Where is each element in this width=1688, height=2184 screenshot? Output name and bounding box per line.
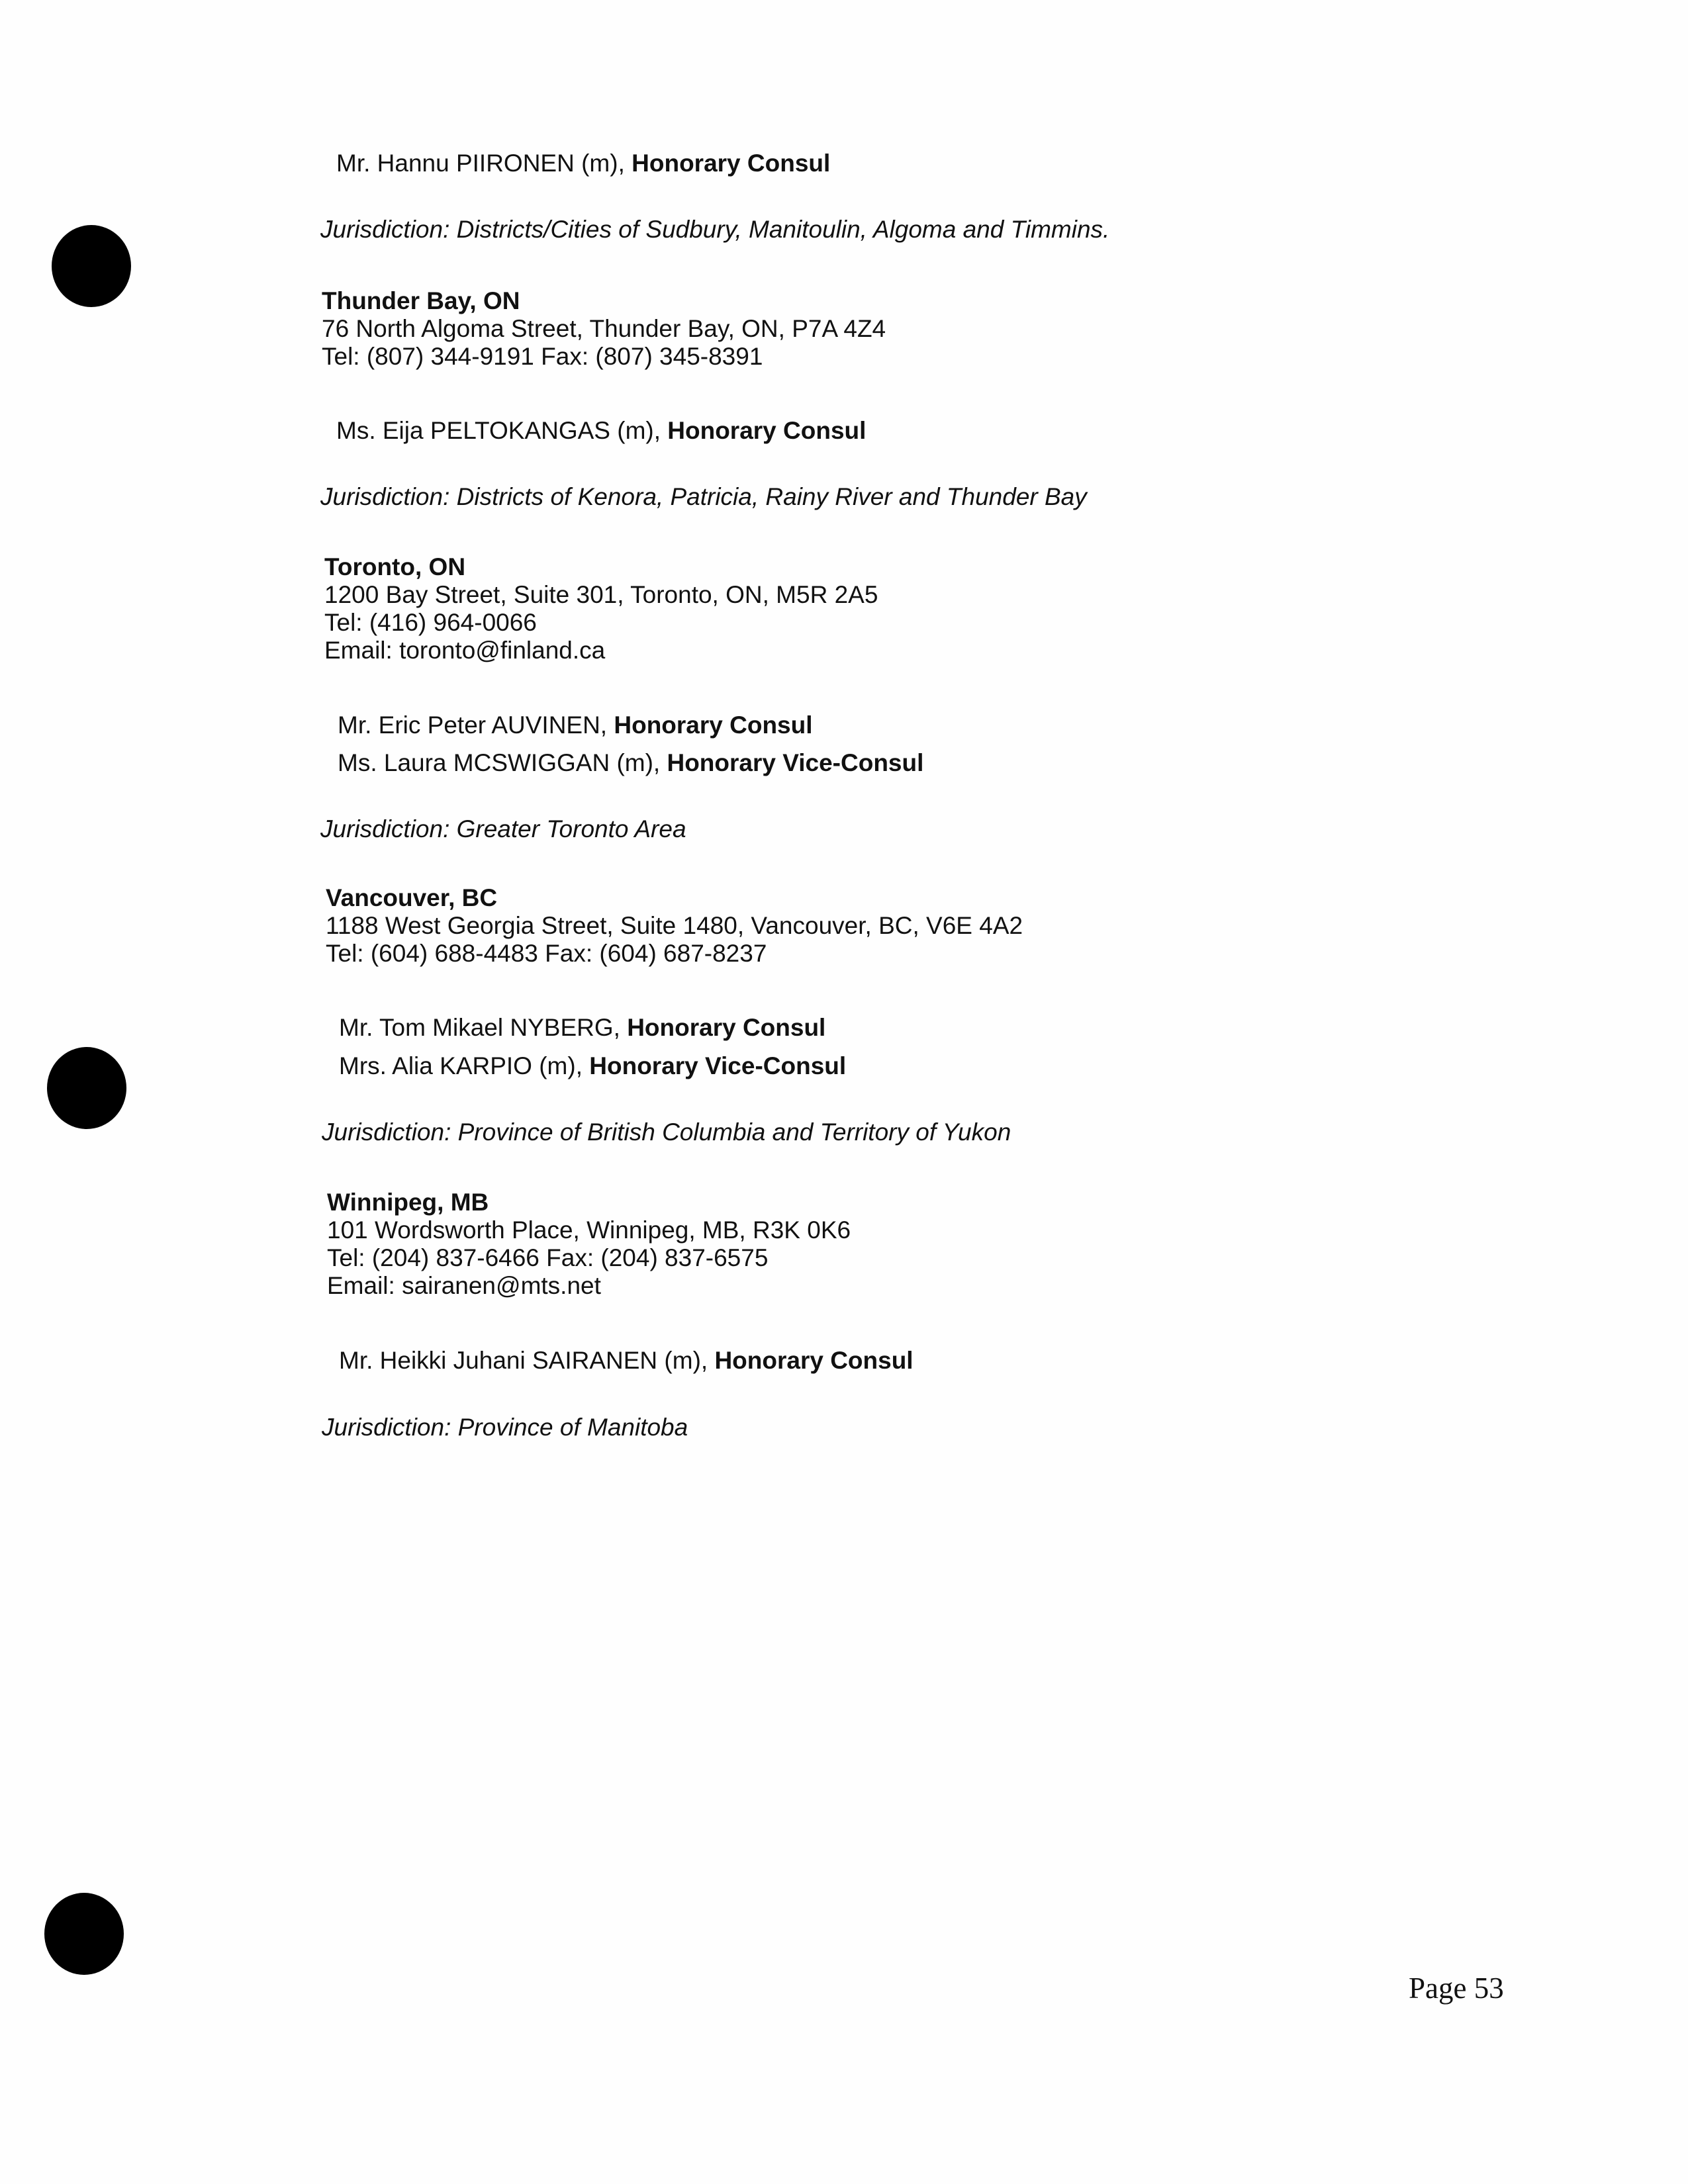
consul-title: Honorary Consul	[627, 1014, 826, 1041]
consul-line-sairanen	[339, 1347, 914, 1375]
jurisdiction-thunder-bay: Jurisdiction: Districts of Kenora, Patricia, Rainy River and Thunder Bay	[320, 483, 1087, 510]
address-thunder-bay: 76 North Algoma Street, Thunder Bay, ON, P7A 4Z4	[322, 315, 886, 342]
phone-vancouver: Tel: (604) 688-4483 Fax: (604) 687-8237	[326, 940, 767, 967]
consul-name: Ms. Eija PELTOKANGAS (m),	[336, 417, 668, 444]
consul-title: Honorary Consul	[614, 711, 813, 739]
punch-hole-top	[52, 225, 131, 307]
consul-line-auvinen	[338, 711, 813, 739]
vice-consul-name: Ms. Laura MCSWIGGAN (m),	[338, 749, 667, 776]
punch-hole-bottom	[44, 1893, 124, 1975]
consul-line-nyberg	[339, 1014, 825, 1042]
vice-consul-title: Honorary Vice-Consul	[589, 1052, 847, 1079]
jurisdiction-sudbury: Jurisdiction: Districts/Cities of Sudbury, Manitoulin, Algoma and Timmins.	[320, 216, 1110, 243]
consul-title: Honorary Consul	[632, 150, 831, 177]
phone-toronto: Tel: (416) 964-0066	[324, 609, 537, 636]
city-heading-winnipeg: Winnipeg, MB	[327, 1189, 489, 1216]
email-winnipeg: Email: sairanen@mts.net	[327, 1272, 601, 1299]
vice-consul-line-karpio	[339, 1052, 846, 1080]
jurisdiction-vancouver: Jurisdiction: Province of British Columbia and Territory of Yukon	[322, 1118, 1011, 1146]
consul-line-peltokangas	[336, 417, 866, 445]
city-heading-vancouver: Vancouver, BC	[326, 884, 498, 911]
page-number: Page 53	[1409, 1972, 1504, 2005]
consul-name: Mr. Eric Peter AUVINEN,	[338, 711, 614, 739]
jurisdiction-winnipeg: Jurisdiction: Province of Manitoba	[322, 1414, 688, 1441]
consul-title: Honorary Consul	[714, 1347, 914, 1374]
address-vancouver: 1188 West Georgia Street, Suite 1480, Vancouver, BC, V6E 4A2	[326, 912, 1023, 939]
vice-consul-title: Honorary Vice-Consul	[667, 749, 924, 776]
address-winnipeg: 101 Wordsworth Place, Winnipeg, MB, R3K 0K6	[327, 1216, 851, 1244]
phone-winnipeg: Tel: (204) 837-6466 Fax: (204) 837-6575	[327, 1244, 769, 1271]
punch-hole-middle	[47, 1047, 126, 1129]
address-toronto: 1200 Bay Street, Suite 301, Toronto, ON, M5R 2A5	[324, 581, 878, 608]
vice-consul-name: Mrs. Alia KARPIO (m),	[339, 1052, 590, 1079]
consul-name: Mr. Tom Mikael NYBERG,	[339, 1014, 628, 1041]
consul-line-piironen	[336, 150, 830, 177]
consul-name: Mr. Hannu PIIRONEN (m),	[336, 150, 632, 177]
jurisdiction-toronto: Jurisdiction: Greater Toronto Area	[320, 815, 686, 842]
consul-name: Mr. Heikki Juhani SAIRANEN (m),	[339, 1347, 715, 1374]
city-heading-toronto: Toronto, ON	[324, 553, 466, 580]
city-heading-thunder-bay: Thunder Bay, ON	[322, 287, 520, 314]
phone-thunder-bay: Tel: (807) 344-9191 Fax: (807) 345-8391	[322, 343, 763, 370]
vice-consul-line-mcswiggan	[338, 749, 923, 777]
consul-title: Honorary Consul	[667, 417, 867, 444]
email-toronto: Email: toronto@finland.ca	[324, 637, 606, 664]
